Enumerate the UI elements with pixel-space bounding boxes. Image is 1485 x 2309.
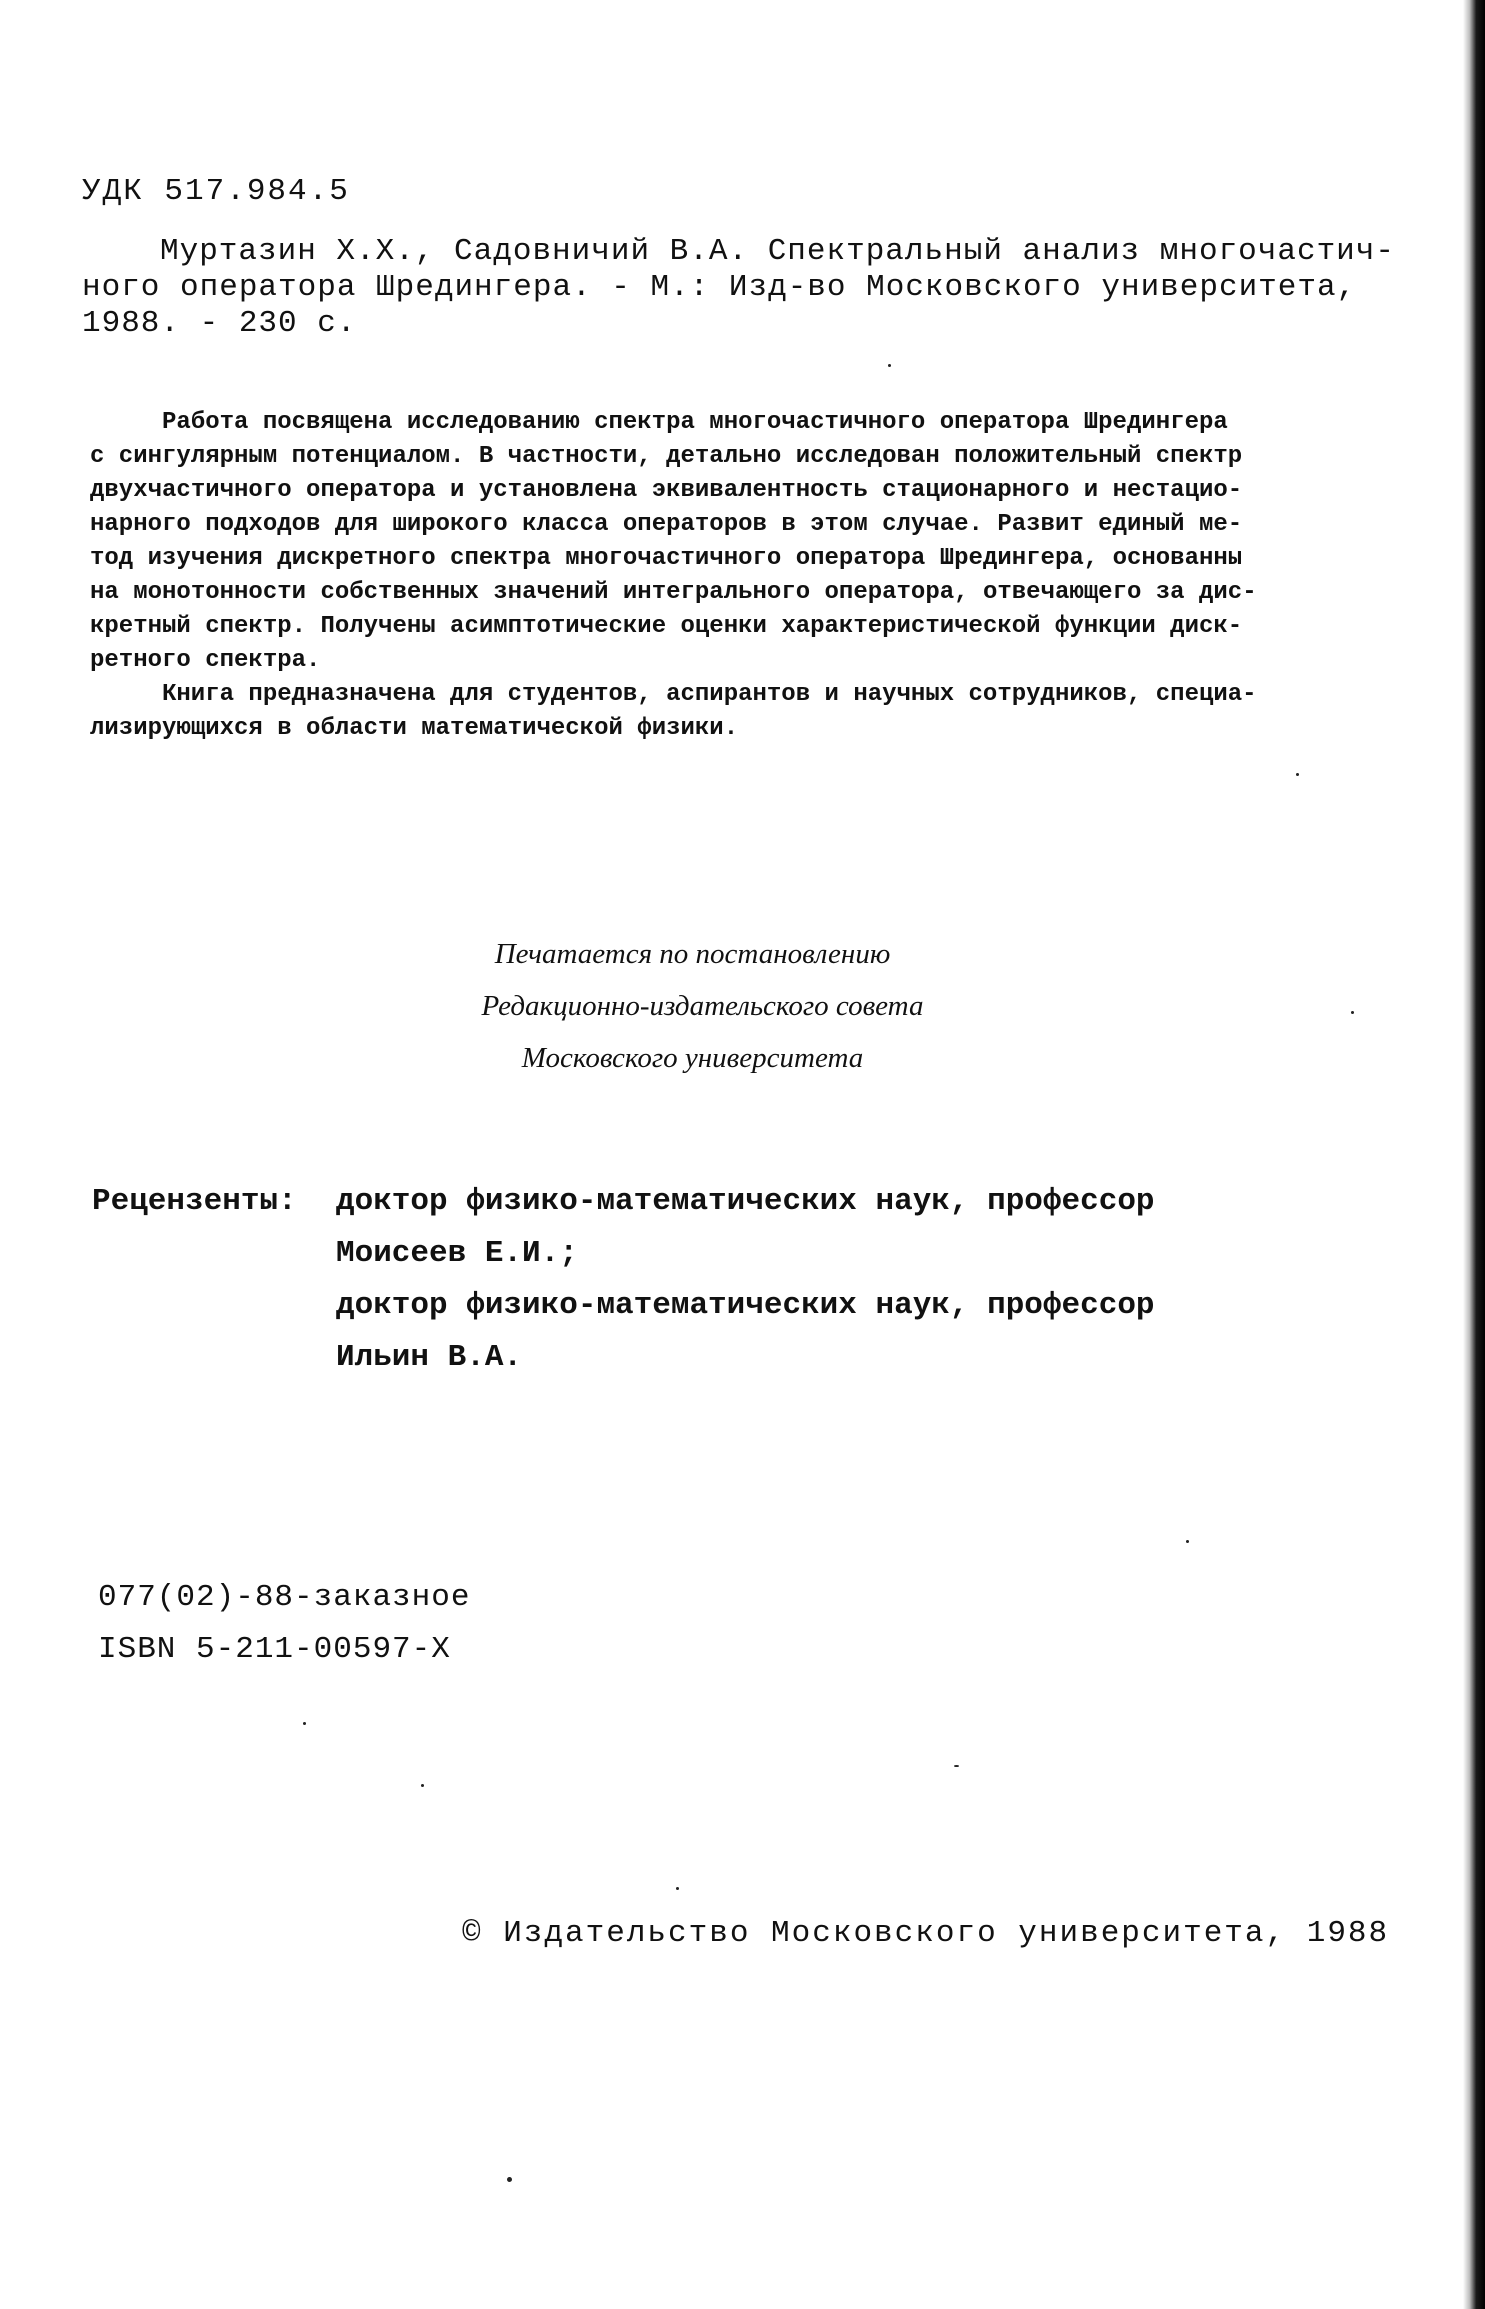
udk-code: УДК 517.984.5 <box>82 174 350 209</box>
reviewer-line: доктор физико-математических наук, профессор <box>336 1288 1155 1323</box>
catalog-codes <box>98 1572 470 1676</box>
scan-speck <box>507 2177 512 2182</box>
citation-line: Муртазин Х.Х., Садовничий В.А. Спектральный анализ многочастич- <box>160 234 1395 269</box>
copyright-line: © Издательство Московского университета, 1988 <box>462 1916 1390 1951</box>
reviewer-line: Ильин В.А. <box>336 1340 523 1375</box>
citation-line: ного оператора Шредингера. - М.: Изд-во Московского университета, <box>82 270 1357 305</box>
reviewers-label: Рецензенты: <box>92 1184 297 1219</box>
scan-speck <box>676 1887 679 1890</box>
scan-speck <box>303 1722 306 1725</box>
abstract-line: кретный спектр. Получены асимптотические оценки характеристической функции диск- <box>90 613 1243 640</box>
audience-line: Книга предназначена для студентов, аспирантов и научных сотрудников, специа- <box>162 681 1257 708</box>
imprint-line: Редакционно-издательского совета <box>481 990 924 1022</box>
citation-line: 1988. - 230 с. <box>82 306 357 341</box>
scan-speck <box>1186 1540 1189 1543</box>
reviewer-line: Моисеев Е.И.; <box>336 1236 578 1271</box>
scan-speck <box>1351 1011 1354 1014</box>
scan-speck <box>421 1784 424 1787</box>
order-code: 077(02)-88-заказное <box>98 1580 471 1615</box>
imprint-notice <box>0 928 1485 1084</box>
abstract-line: ретного спектра. <box>90 647 321 674</box>
imprint-line: Печатается по постановлению <box>494 938 891 970</box>
abstract <box>90 406 1450 746</box>
imprint-line: Московского университета <box>521 1042 864 1074</box>
scan-edge-shadow <box>1463 0 1485 2309</box>
abstract-line: нарного подходов для широкого класса операторов в этом случае. Развит единый ме- <box>90 511 1243 538</box>
abstract-line: на монотонности собственных значений интегрального оператора, отвечающего за дис- <box>90 579 1257 606</box>
scan-speck <box>954 1765 959 1767</box>
abstract-line: с сингулярным потенциалом. В частности, детально исследован положительный спектр <box>90 443 1243 470</box>
reviewer-line: доктор физико-математических наук, профессор <box>336 1184 1155 1219</box>
bibliographic-citation <box>82 234 1452 342</box>
abstract-line: Работа посвящена исследованию спектра многочастичного оператора Шредингера <box>162 409 1228 436</box>
audience-line: лизирующихся в области математической физики. <box>90 715 739 742</box>
abstract-line: двухчастичного оператора и установлена эквивалентность стационарного и нестацио- <box>90 477 1243 504</box>
scan-speck <box>888 364 891 367</box>
isbn-code: ISBN 5-211-00597-X <box>98 1632 451 1667</box>
abstract-line: тод изучения дискретного спектра многочастичного оператора Шредингера, основанны <box>90 545 1243 572</box>
scan-speck <box>1296 773 1299 776</box>
